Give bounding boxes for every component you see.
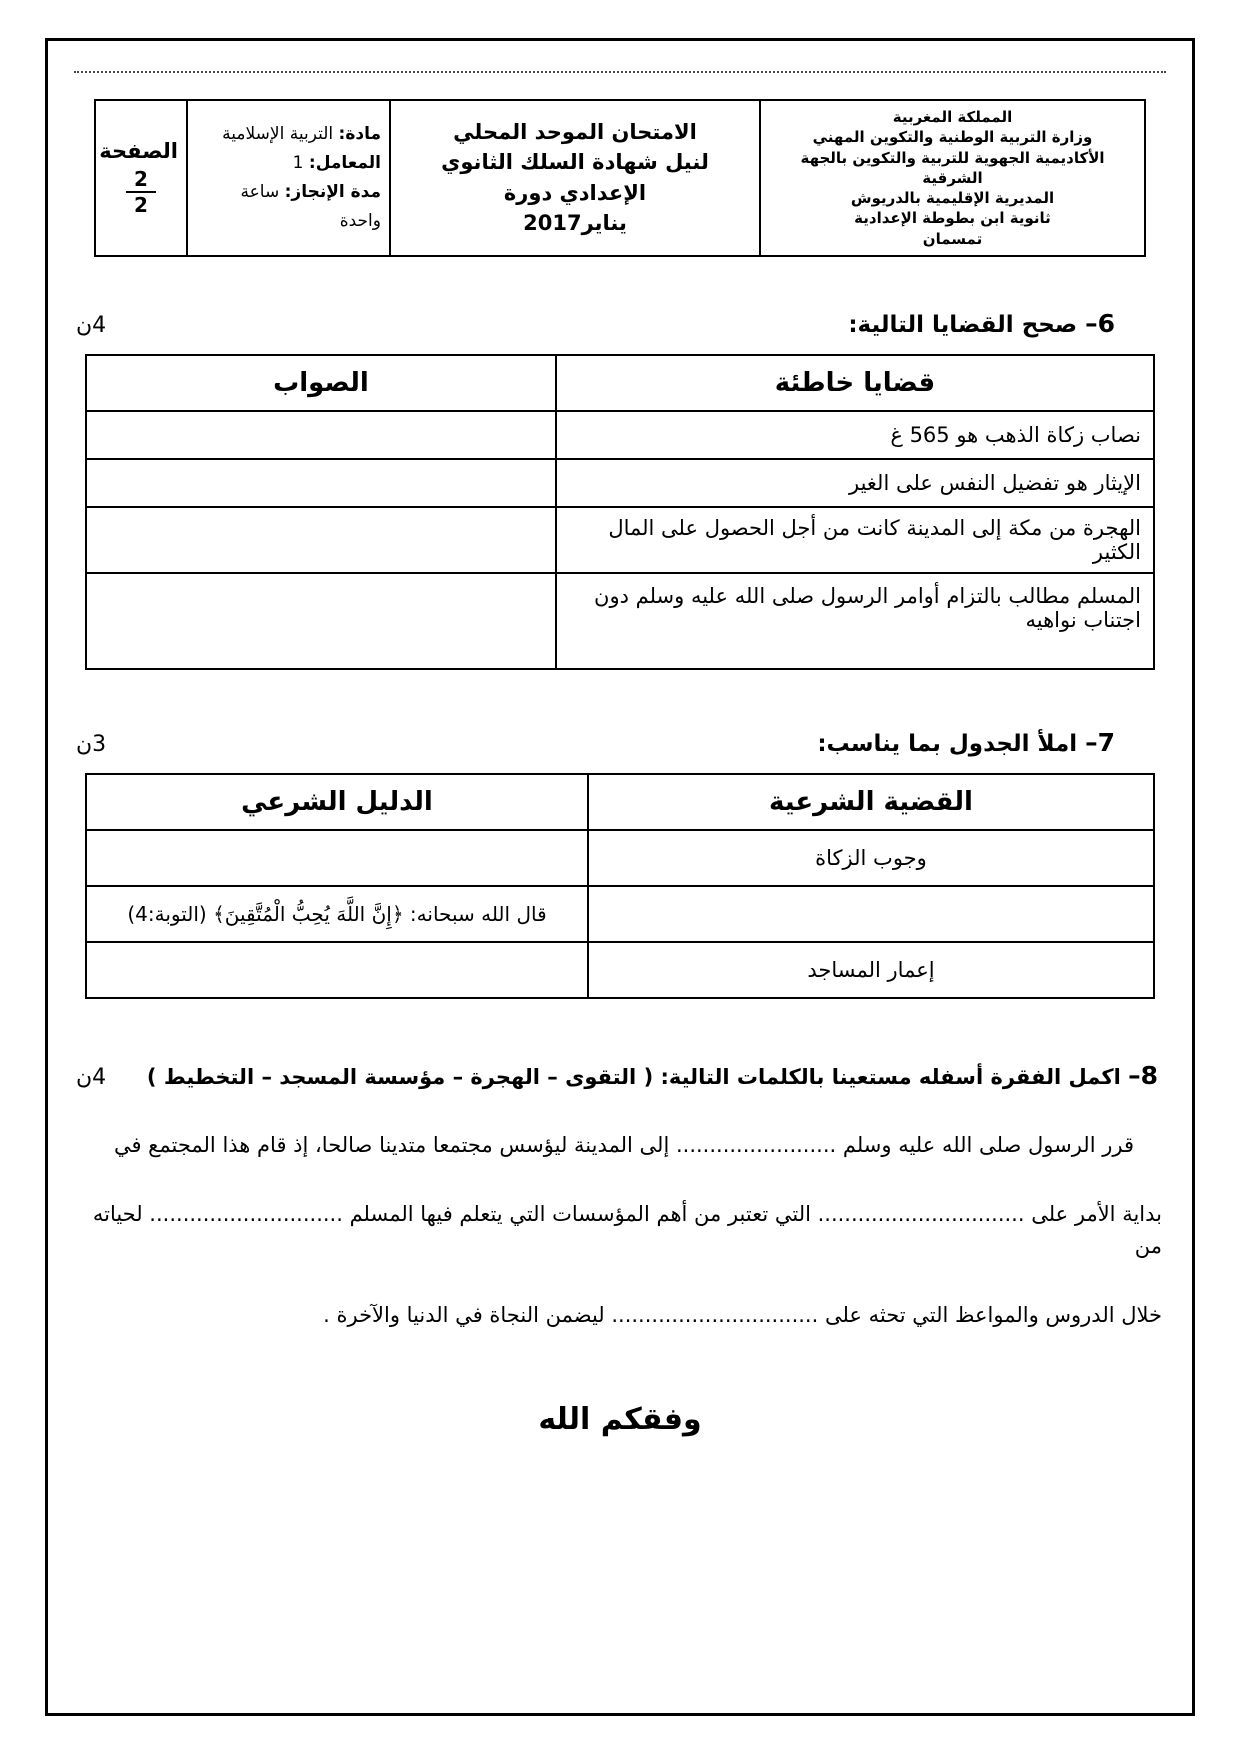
question-7-heading: [70, 728, 1170, 757]
coefficient-line: [196, 149, 381, 178]
q7-evidence-cell: [86, 942, 588, 998]
q6-answer-cell: [86, 459, 556, 507]
q7-issue-cell: [588, 886, 1154, 942]
page-frame: [45, 38, 1195, 1716]
exam-title-cell: [390, 100, 760, 256]
page-current: 2: [126, 167, 156, 193]
q7-row: [86, 942, 1154, 998]
duration-label: مدة الإنجاز:: [284, 181, 381, 202]
q7-issue-cell: إعمار المساجد: [588, 942, 1154, 998]
q8-paragraph-line: بداية الأمر على ............................... التي تعتبر من أهم المؤسسات التي يتعلم فيها المسلم ............................. لحياته من: [92, 1202, 1162, 1258]
q6-answer-cell: [86, 507, 556, 573]
ministry-line: ثانوية ابن بطوطة الإعدادية: [854, 209, 1051, 228]
top-dotted-rule: [74, 71, 1166, 73]
question-7-text: املأ الجدول بما يناسب:: [817, 730, 1078, 757]
exam-title-line: الامتحان الموحد المحلي: [453, 120, 697, 144]
question-7-title: [817, 728, 1115, 757]
subject-label: مادة:: [338, 124, 381, 145]
q6-col-wrong: قضايا خاطئة: [556, 355, 1154, 411]
q7-row: [86, 830, 1154, 886]
closing-blessing: وفقكم الله: [538, 1401, 702, 1437]
question-7-mark: 3ن: [76, 731, 107, 757]
q7-issue-cell: وجوب الزكاة: [588, 830, 1154, 886]
duration-value: ساعة واحدة: [240, 181, 381, 231]
coefficient-value: 1: [292, 152, 309, 173]
question-6-mark: 4ن: [76, 312, 107, 338]
q7-header-row: [86, 774, 1154, 830]
q6-header-row: [86, 355, 1154, 411]
question-6-text: صحح القضايا التالية:: [848, 311, 1078, 338]
q6-row: [86, 573, 1154, 669]
ministry-line: وزارة التربية الوطنية والتكوين المهني: [812, 128, 1093, 147]
duration-line: [196, 178, 381, 236]
exam-title-line: يناير2017: [523, 211, 627, 236]
q6-row: [86, 459, 1154, 507]
question-6-heading: [70, 309, 1170, 338]
q8-paragraph-line: قرر الرسول صلى الله عليه وسلم ........................ إلى المدينة ليؤسس مجتمعا متدينا صالحا، إذ قام هذا المجتمع في: [113, 1132, 1134, 1157]
q6-answer-cell: [86, 573, 556, 669]
exam-title-line: لنيل شهادة السلك الثانوي الإعدادي دورة: [441, 150, 709, 205]
q6-col-correct: الصواب: [86, 355, 556, 411]
question-8-title: [147, 1061, 1158, 1090]
question-6-number: 6–: [1085, 308, 1115, 338]
q6-row: [86, 411, 1154, 459]
question-8-text: اكمل الفقرة أسفله مستعينا بالكلمات التالية: ( التقوى – الهجرة – مؤسسة المسجد – التخطيط ): [146, 1064, 1121, 1089]
q7-evidence-cell: [86, 830, 588, 886]
subject-info-cell: [187, 100, 390, 256]
subject-value: التربية الإسلامية: [222, 124, 339, 145]
q6-table: [85, 354, 1155, 670]
question-8-heading: [70, 1061, 1170, 1090]
q6-wrong-statement: نصاب زكاة الذهب هو 565 غ: [556, 411, 1154, 459]
q6-wrong-statement: المسلم مطالب بالتزام أوامر الرسول صلى الله عليه وسلم دون اجتناب نواهيه: [556, 573, 1154, 669]
subject-line: [196, 120, 381, 149]
question-7-number: 7–: [1085, 727, 1115, 757]
ministry-line: تمسمان: [922, 229, 983, 248]
ministry-line: الأكاديمية الجهوية للتربية والتكوين بالجهة الشرقية: [800, 148, 1105, 187]
page-label: الصفحة: [99, 138, 178, 163]
q7-evidence-cell: قال الله سبحانه: ﴿إِنَّ اللَّهَ يُحِبُّ الْمُتَّقِينَ﴾ (التوبة:4): [86, 886, 588, 942]
ministry-line: المملكة المغربية: [892, 108, 1013, 126]
q7-row: [86, 886, 1154, 942]
coefficient-label: المعامل:: [308, 152, 381, 173]
q7-table: [85, 773, 1155, 999]
q6-answer-cell: [86, 411, 556, 459]
page-total: 2: [134, 192, 148, 217]
question-6-title: [848, 309, 1115, 338]
question-8-mark: 4ن: [76, 1064, 107, 1090]
q6-wrong-statement: الإيثار هو تفضيل النفس على الغير: [556, 459, 1154, 507]
q7-col-issue: القضية الشرعية: [588, 774, 1154, 830]
ministry-info-cell: [760, 100, 1145, 256]
question-8-number: 8–: [1128, 1060, 1158, 1090]
q8-paragraph: [78, 1130, 1162, 1332]
page-number-cell: [95, 100, 187, 256]
ministry-line: المديرية الإقليمية بالدريوش: [850, 189, 1055, 207]
q8-paragraph-line: خلال الدروس والمواعظ التي تحثه على ............................... ليضمن النجاة في الدنيا والآخرة .: [323, 1303, 1162, 1328]
q7-col-evidence: الدليل الشرعي: [86, 774, 588, 830]
header-table: [94, 99, 1146, 257]
q6-wrong-statement: الهجرة من مكة إلى المدينة كانت من أجل الحصول على المال الكثير: [556, 507, 1154, 573]
page-fraction: [126, 167, 156, 217]
q6-row: [86, 507, 1154, 573]
